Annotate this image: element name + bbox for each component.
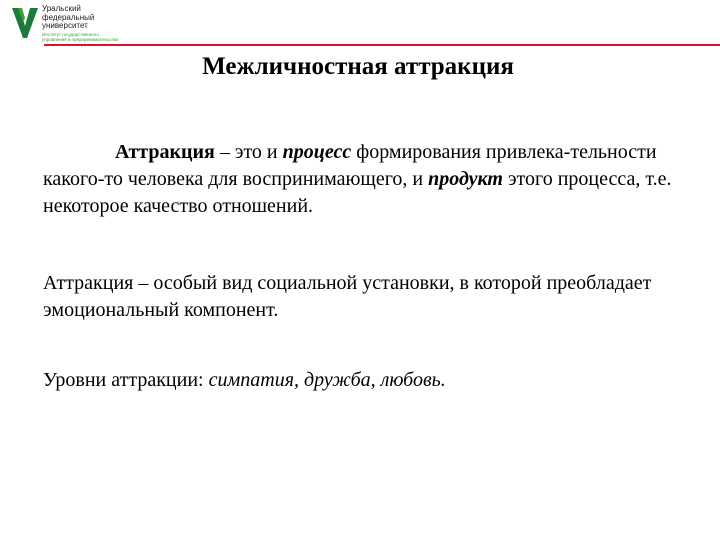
logo-line-2: федеральный <box>42 12 95 22</box>
term-process: процесс <box>282 141 352 163</box>
para1-text-a: – это и <box>214 141 283 163</box>
paragraph-levels <box>43 367 693 394</box>
para1-text-b: формирования привлека-тельности какого-то человека для воспринимающего, и <box>43 141 657 190</box>
term-attraction: Аттракция <box>115 141 215 163</box>
logo-sub-line-2: управления и предпринимательства <box>42 37 118 42</box>
logo-sub-line-1: Институт государственного <box>42 32 99 37</box>
logo-wordmark <box>42 5 94 31</box>
logo-line-3: университет <box>42 21 88 30</box>
header-rule <box>44 44 720 46</box>
paragraph-definition <box>43 139 693 220</box>
logo-line-1: Уральский <box>42 4 81 13</box>
university-logo <box>10 4 150 44</box>
levels-list: симпатия, дружба, любовь. <box>208 369 446 391</box>
levels-label: Уровни аттракции: <box>43 369 209 391</box>
para1-text-c: этого процесса, т.е. некоторое качество отношений. <box>43 168 672 217</box>
term-product: продукт <box>428 168 503 190</box>
slide-title: Межличностная аттракция <box>202 53 514 80</box>
urfu-mark-icon <box>10 4 40 42</box>
paragraph-social-attitude: Аттракция – особый вид социальной установки, в которой преобладает эмоциональный компонент. <box>43 272 652 321</box>
logo-institute <box>42 32 118 42</box>
